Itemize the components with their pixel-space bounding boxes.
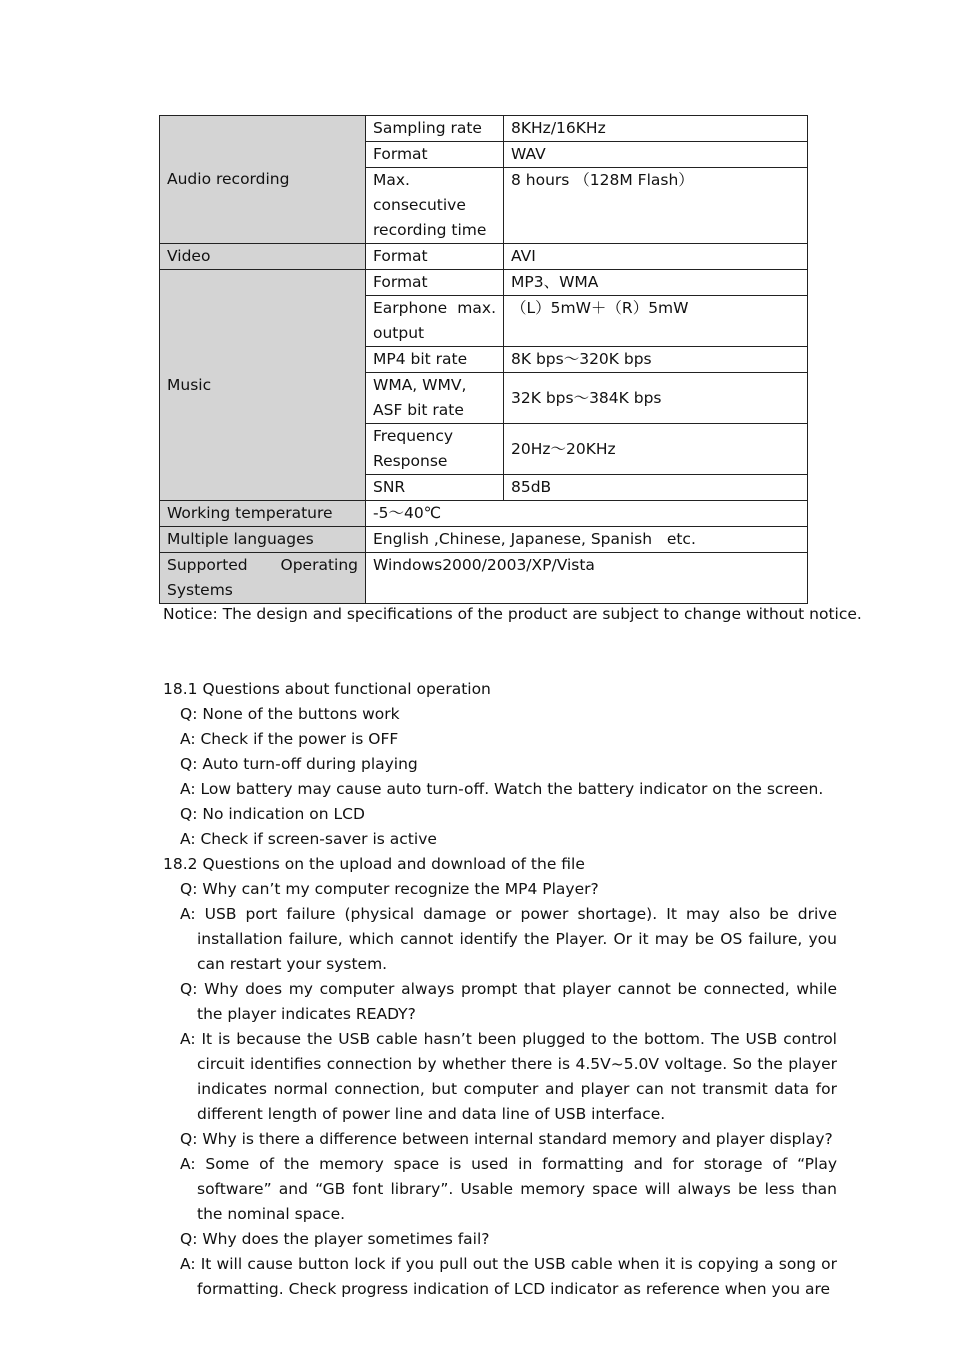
table-row — [160, 553, 808, 604]
spec-label: Max. consecutive recording time — [366, 168, 504, 244]
spec-label: WMA, WMV, ASF bit rate — [366, 373, 504, 424]
spec-label: Format — [366, 142, 504, 168]
spec-label: Earphone max. output — [366, 296, 504, 347]
faq-question: Q: Why is there a difference between internal standard memory and player display? — [180, 1130, 833, 1148]
table-row — [160, 527, 808, 553]
faq-question: Q: None of the buttons work — [180, 705, 400, 723]
section-heading: 18.1 Questions about functional operation — [163, 680, 491, 698]
spec-label: MP4 bit rate — [366, 347, 504, 373]
spec-value: 8 hours （128M Flash） — [504, 168, 808, 244]
spec-value: Windows2000/2003/XP/Vista — [366, 553, 808, 604]
faq-question: Q: Why can’t my computer recognize the MP4 Player? — [180, 880, 599, 898]
spec-value: （L）5mW＋（R）5mW — [504, 296, 808, 347]
spec-value: MP3、WMA — [504, 270, 808, 296]
category-video: Video — [160, 244, 366, 270]
faq-answer: A: It is because the USB cable hasn’t been plugged to the bottom. The USB control circuit identifies connection by whether there is 4.5V~5.0V voltage. So the player indicates normal connection, but computer and player can not transmit data for different length of power line and data line of USB interface. — [180, 1030, 837, 1123]
spec-value: 8K bps～320K bps — [504, 347, 808, 373]
spec-value: -5～40℃ — [366, 501, 808, 527]
spec-label: Format — [366, 244, 504, 270]
spec-value: 32K bps～384K bps — [504, 373, 808, 424]
faq-answer: A: Some of the memory space is used in formatting and for storage of “Play software” and “GB font library”. Usable memory space will always be less than the nominal space. — [180, 1155, 837, 1223]
table-row — [160, 116, 808, 142]
category-audio-recording: Audio recording — [160, 116, 366, 244]
faq-question: Q: Auto turn-off during playing — [180, 755, 418, 773]
spec-value: 8KHz/16KHz — [504, 116, 808, 142]
faq-answer: A: USB port failure (physical damage or power shortage). It may also be drive installation failure, which cannot identify the Player. Or it may be OS failure, you can restart your system. — [180, 905, 837, 973]
faq-question: Q: No indication on LCD — [180, 805, 365, 823]
spec-value: AVI — [504, 244, 808, 270]
category-supported-os: Supported Operating Systems — [160, 553, 366, 604]
specification-table — [159, 115, 808, 604]
table-row — [160, 501, 808, 527]
spec-label: SNR — [366, 475, 504, 501]
faq-answer: A: Check if the power is OFF — [180, 730, 399, 748]
spec-value: WAV — [504, 142, 808, 168]
table-row — [160, 244, 808, 270]
table-row — [160, 270, 808, 296]
spec-value: 20Hz～20KHz — [504, 424, 808, 475]
spec-label: Format — [366, 270, 504, 296]
spec-label: Sampling rate — [366, 116, 504, 142]
faq-answer: A: It will cause button lock if you pull out the USB cable when it is copying a song or formatting. Check progress indication of LCD indicator as reference when you are — [180, 1255, 837, 1298]
section-heading: 18.2 Questions on the upload and download of the file — [163, 855, 585, 873]
category-music: Music — [160, 270, 366, 501]
faq-section — [163, 677, 837, 1302]
spec-value: 85dB — [504, 475, 808, 501]
notice-text: Notice: The design and specifications of the product are subject to change without notice. — [163, 605, 862, 623]
faq-answer: A: Low battery may cause auto turn-off. Watch the battery indicator on the screen. — [180, 780, 824, 798]
faq-question: Q: Why does the player sometimes fail? — [180, 1230, 490, 1248]
category-working-temperature: Working temperature — [160, 501, 366, 527]
category-multiple-languages: Multiple languages — [160, 527, 366, 553]
faq-question: Q: Why does my computer always prompt that player cannot be connected, while the player indicates READY? — [180, 980, 837, 1023]
spec-value: English ,Chinese, Japanese, Spanish etc. — [366, 527, 808, 553]
faq-answer: A: Check if screen-saver is active — [180, 830, 437, 848]
spec-label: Frequency Response — [366, 424, 504, 475]
